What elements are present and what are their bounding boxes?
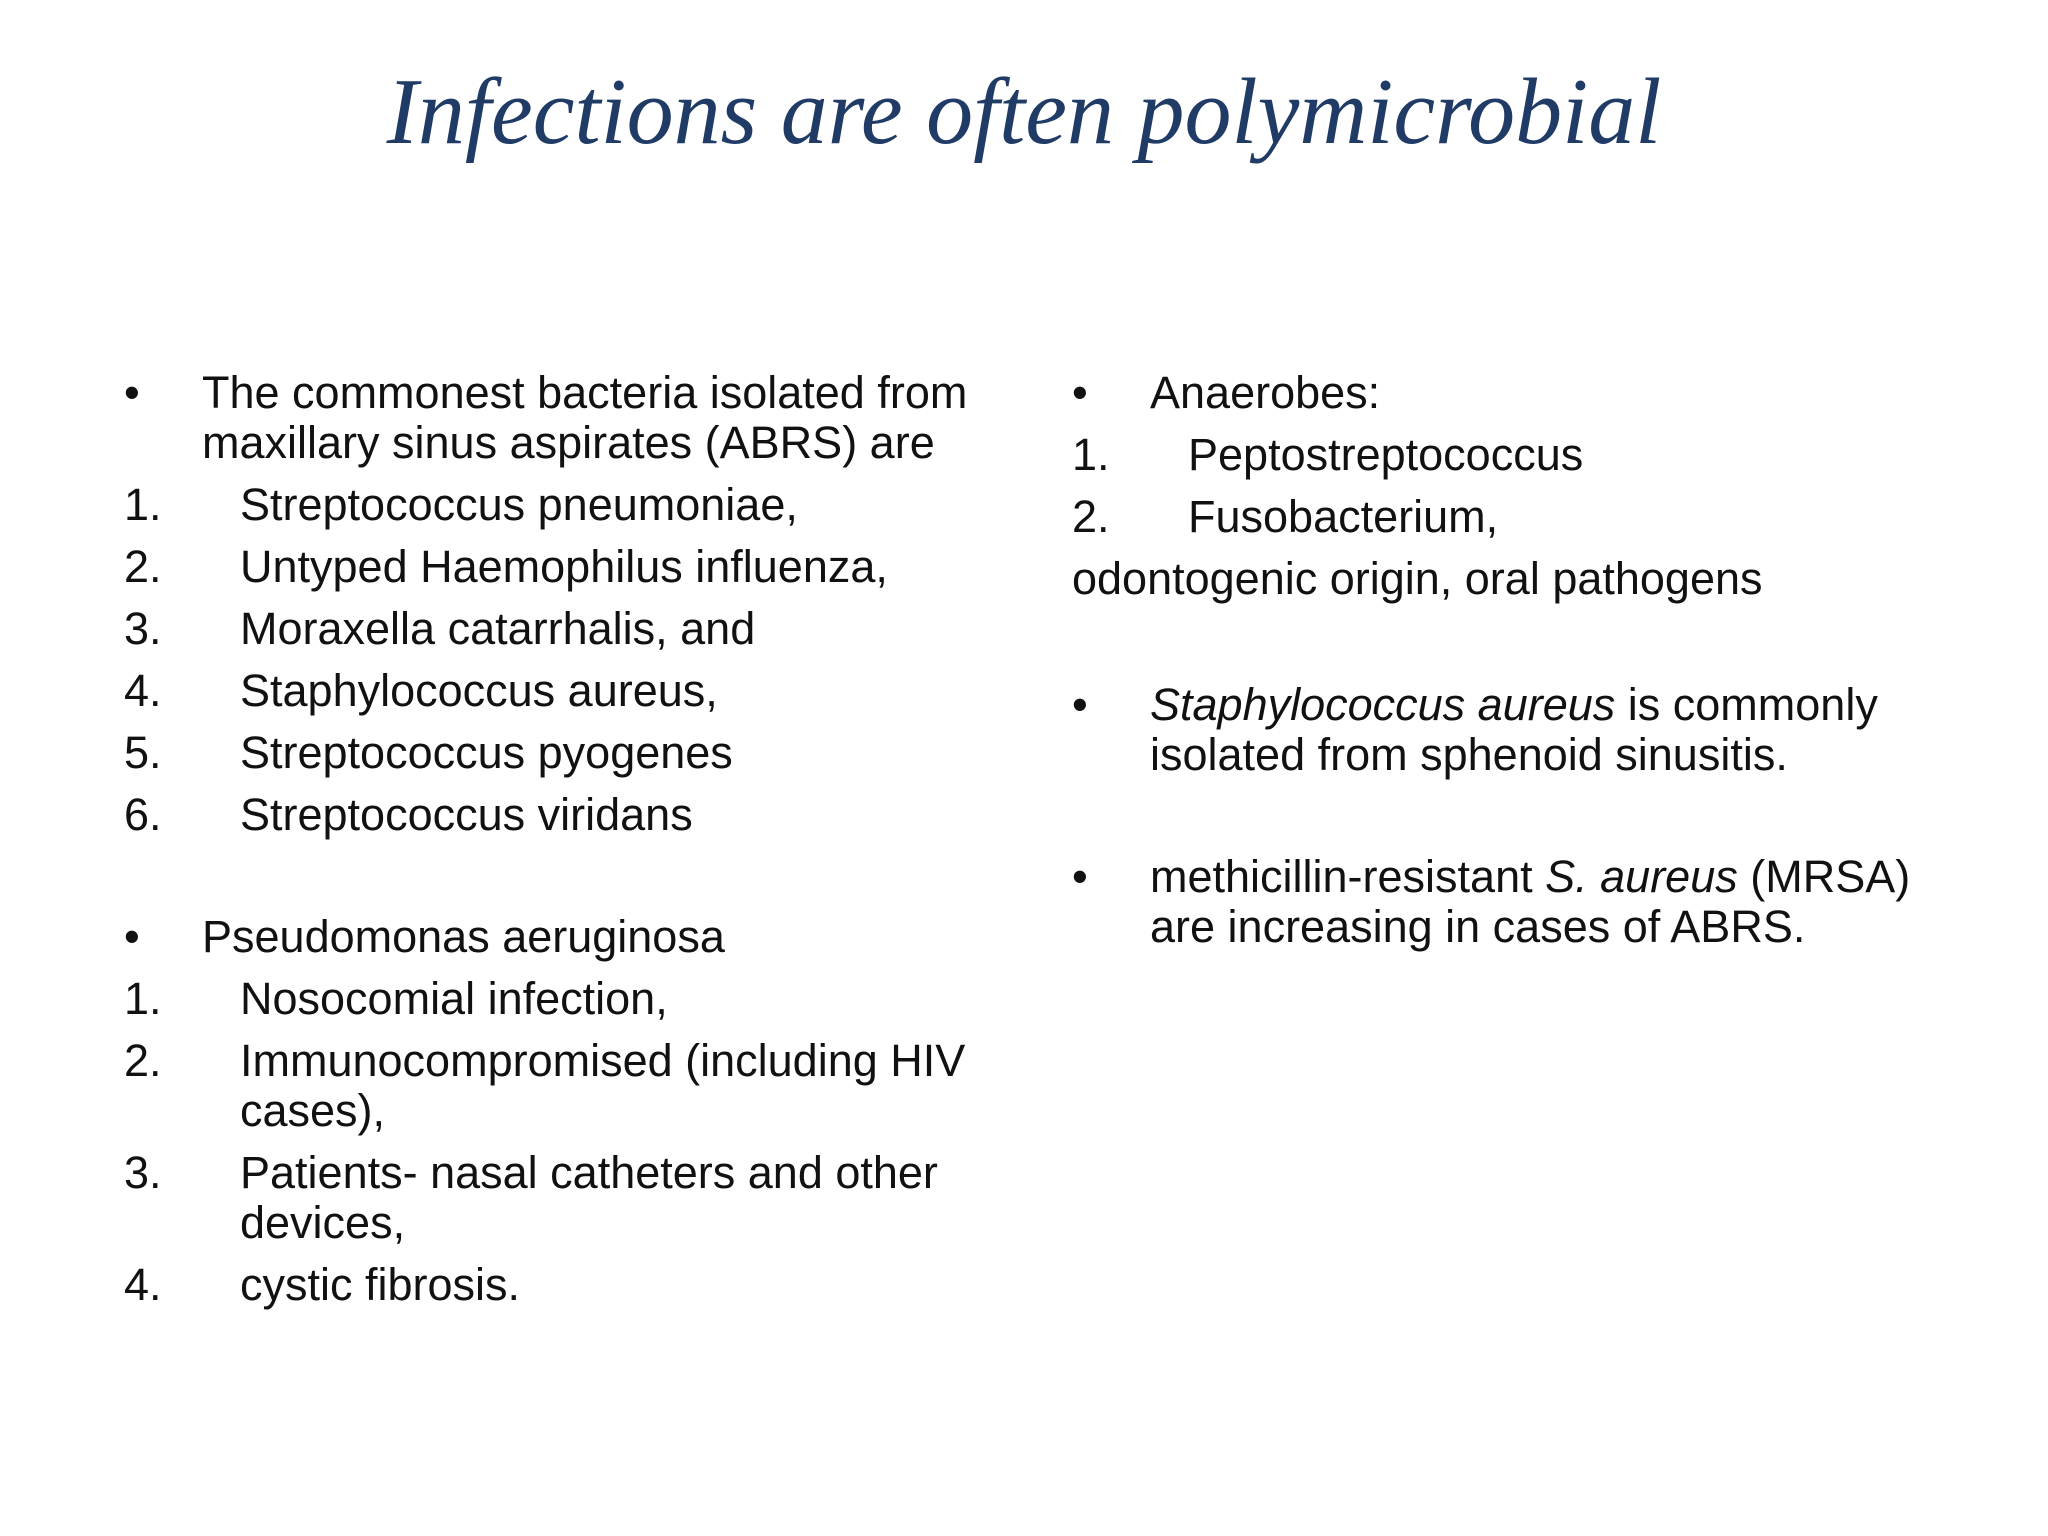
list-item bbox=[124, 542, 1004, 592]
list-item bbox=[124, 1260, 1004, 1310]
list-number: 1. bbox=[1072, 429, 1110, 480]
bullet-text-rest: is commonly isolated from sphenoid sinusitis. bbox=[1150, 679, 1878, 780]
spacer bbox=[1072, 792, 1972, 852]
right-column bbox=[1072, 368, 1972, 964]
list-text: Moraxella catarrhalis, and bbox=[240, 603, 756, 654]
list-item bbox=[1072, 430, 1972, 480]
list-number: 3. bbox=[124, 1147, 162, 1198]
list-text: Immunocompromised (including HIV cases), bbox=[240, 1035, 966, 1136]
organism-name-italic: S. aureus bbox=[1545, 851, 1738, 902]
list-text: Nosocomial infection, bbox=[240, 973, 668, 1024]
list-text: Streptococcus viridans bbox=[240, 789, 693, 840]
anaerobes-note: odontogenic origin, oral pathogens bbox=[1072, 553, 1763, 604]
bullet-text: Pseudomonas aeruginosa bbox=[202, 911, 725, 962]
list-text: Staphylococcus aureus, bbox=[240, 665, 718, 716]
list-text: Streptococcus pyogenes bbox=[240, 727, 733, 778]
bullet-text: Anaerobes: bbox=[1150, 367, 1381, 418]
bullet-text bbox=[1150, 851, 1910, 952]
spacer bbox=[1072, 616, 1972, 680]
list-text: cystic fibrosis. bbox=[240, 1259, 521, 1310]
left-column bbox=[124, 368, 1004, 1322]
bullet-anaerobes bbox=[1072, 368, 1972, 418]
slide-title: Infections are often polymicrobial bbox=[386, 60, 1662, 164]
bullet-mrsa bbox=[1072, 852, 1972, 952]
bullet-marker: • bbox=[1072, 679, 1088, 730]
list-item bbox=[124, 728, 1004, 778]
list-text: Fusobacterium, bbox=[1188, 491, 1499, 542]
list-number: 2. bbox=[124, 1035, 162, 1086]
bullet-pseudomonas bbox=[124, 912, 1004, 962]
list-text: Untyped Haemophilus influenza, bbox=[240, 541, 888, 592]
bullet-marker: • bbox=[1072, 851, 1088, 902]
list-text: Streptococcus pneumoniae, bbox=[240, 479, 798, 530]
list-item bbox=[124, 1036, 1004, 1136]
list-number: 6. bbox=[124, 789, 162, 840]
list-number: 4. bbox=[124, 665, 162, 716]
bullet-commonest-bacteria bbox=[124, 368, 1004, 468]
bullet-text-before: methicillin-resistant bbox=[1150, 851, 1546, 902]
list-item bbox=[124, 480, 1004, 530]
list-number: 1. bbox=[124, 479, 162, 530]
list-number: 1. bbox=[124, 973, 162, 1024]
bullet-marker: • bbox=[1072, 367, 1088, 418]
list-item bbox=[124, 666, 1004, 716]
list-item bbox=[124, 604, 1004, 654]
bullet-text: The commonest bacteria isolated from maxillary sinus aspirates (ABRS) are bbox=[202, 367, 968, 468]
bullet-staph-aureus bbox=[1072, 680, 1972, 780]
list-number: 2. bbox=[1072, 491, 1110, 542]
bullet-text-after: (MRSA) are increasing in cases of ABRS. bbox=[1150, 851, 1911, 952]
list-number: 4. bbox=[124, 1259, 162, 1310]
spacer bbox=[124, 852, 1004, 912]
bullet-marker: • bbox=[124, 367, 140, 418]
bullet-text bbox=[1150, 679, 1878, 780]
list-item bbox=[124, 1148, 1004, 1248]
list-number: 2. bbox=[124, 541, 162, 592]
list-number: 5. bbox=[124, 727, 162, 778]
list-item bbox=[124, 790, 1004, 840]
list-text: Peptostreptococcus bbox=[1188, 429, 1584, 480]
list-item bbox=[1072, 492, 1972, 542]
bullet-marker: • bbox=[124, 911, 140, 962]
organism-name-italic: Staphylococcus aureus bbox=[1150, 679, 1616, 730]
list-text: Patients- nasal catheters and other devices, bbox=[240, 1147, 938, 1248]
list-number: 3. bbox=[124, 603, 162, 654]
list-item bbox=[124, 974, 1004, 1024]
